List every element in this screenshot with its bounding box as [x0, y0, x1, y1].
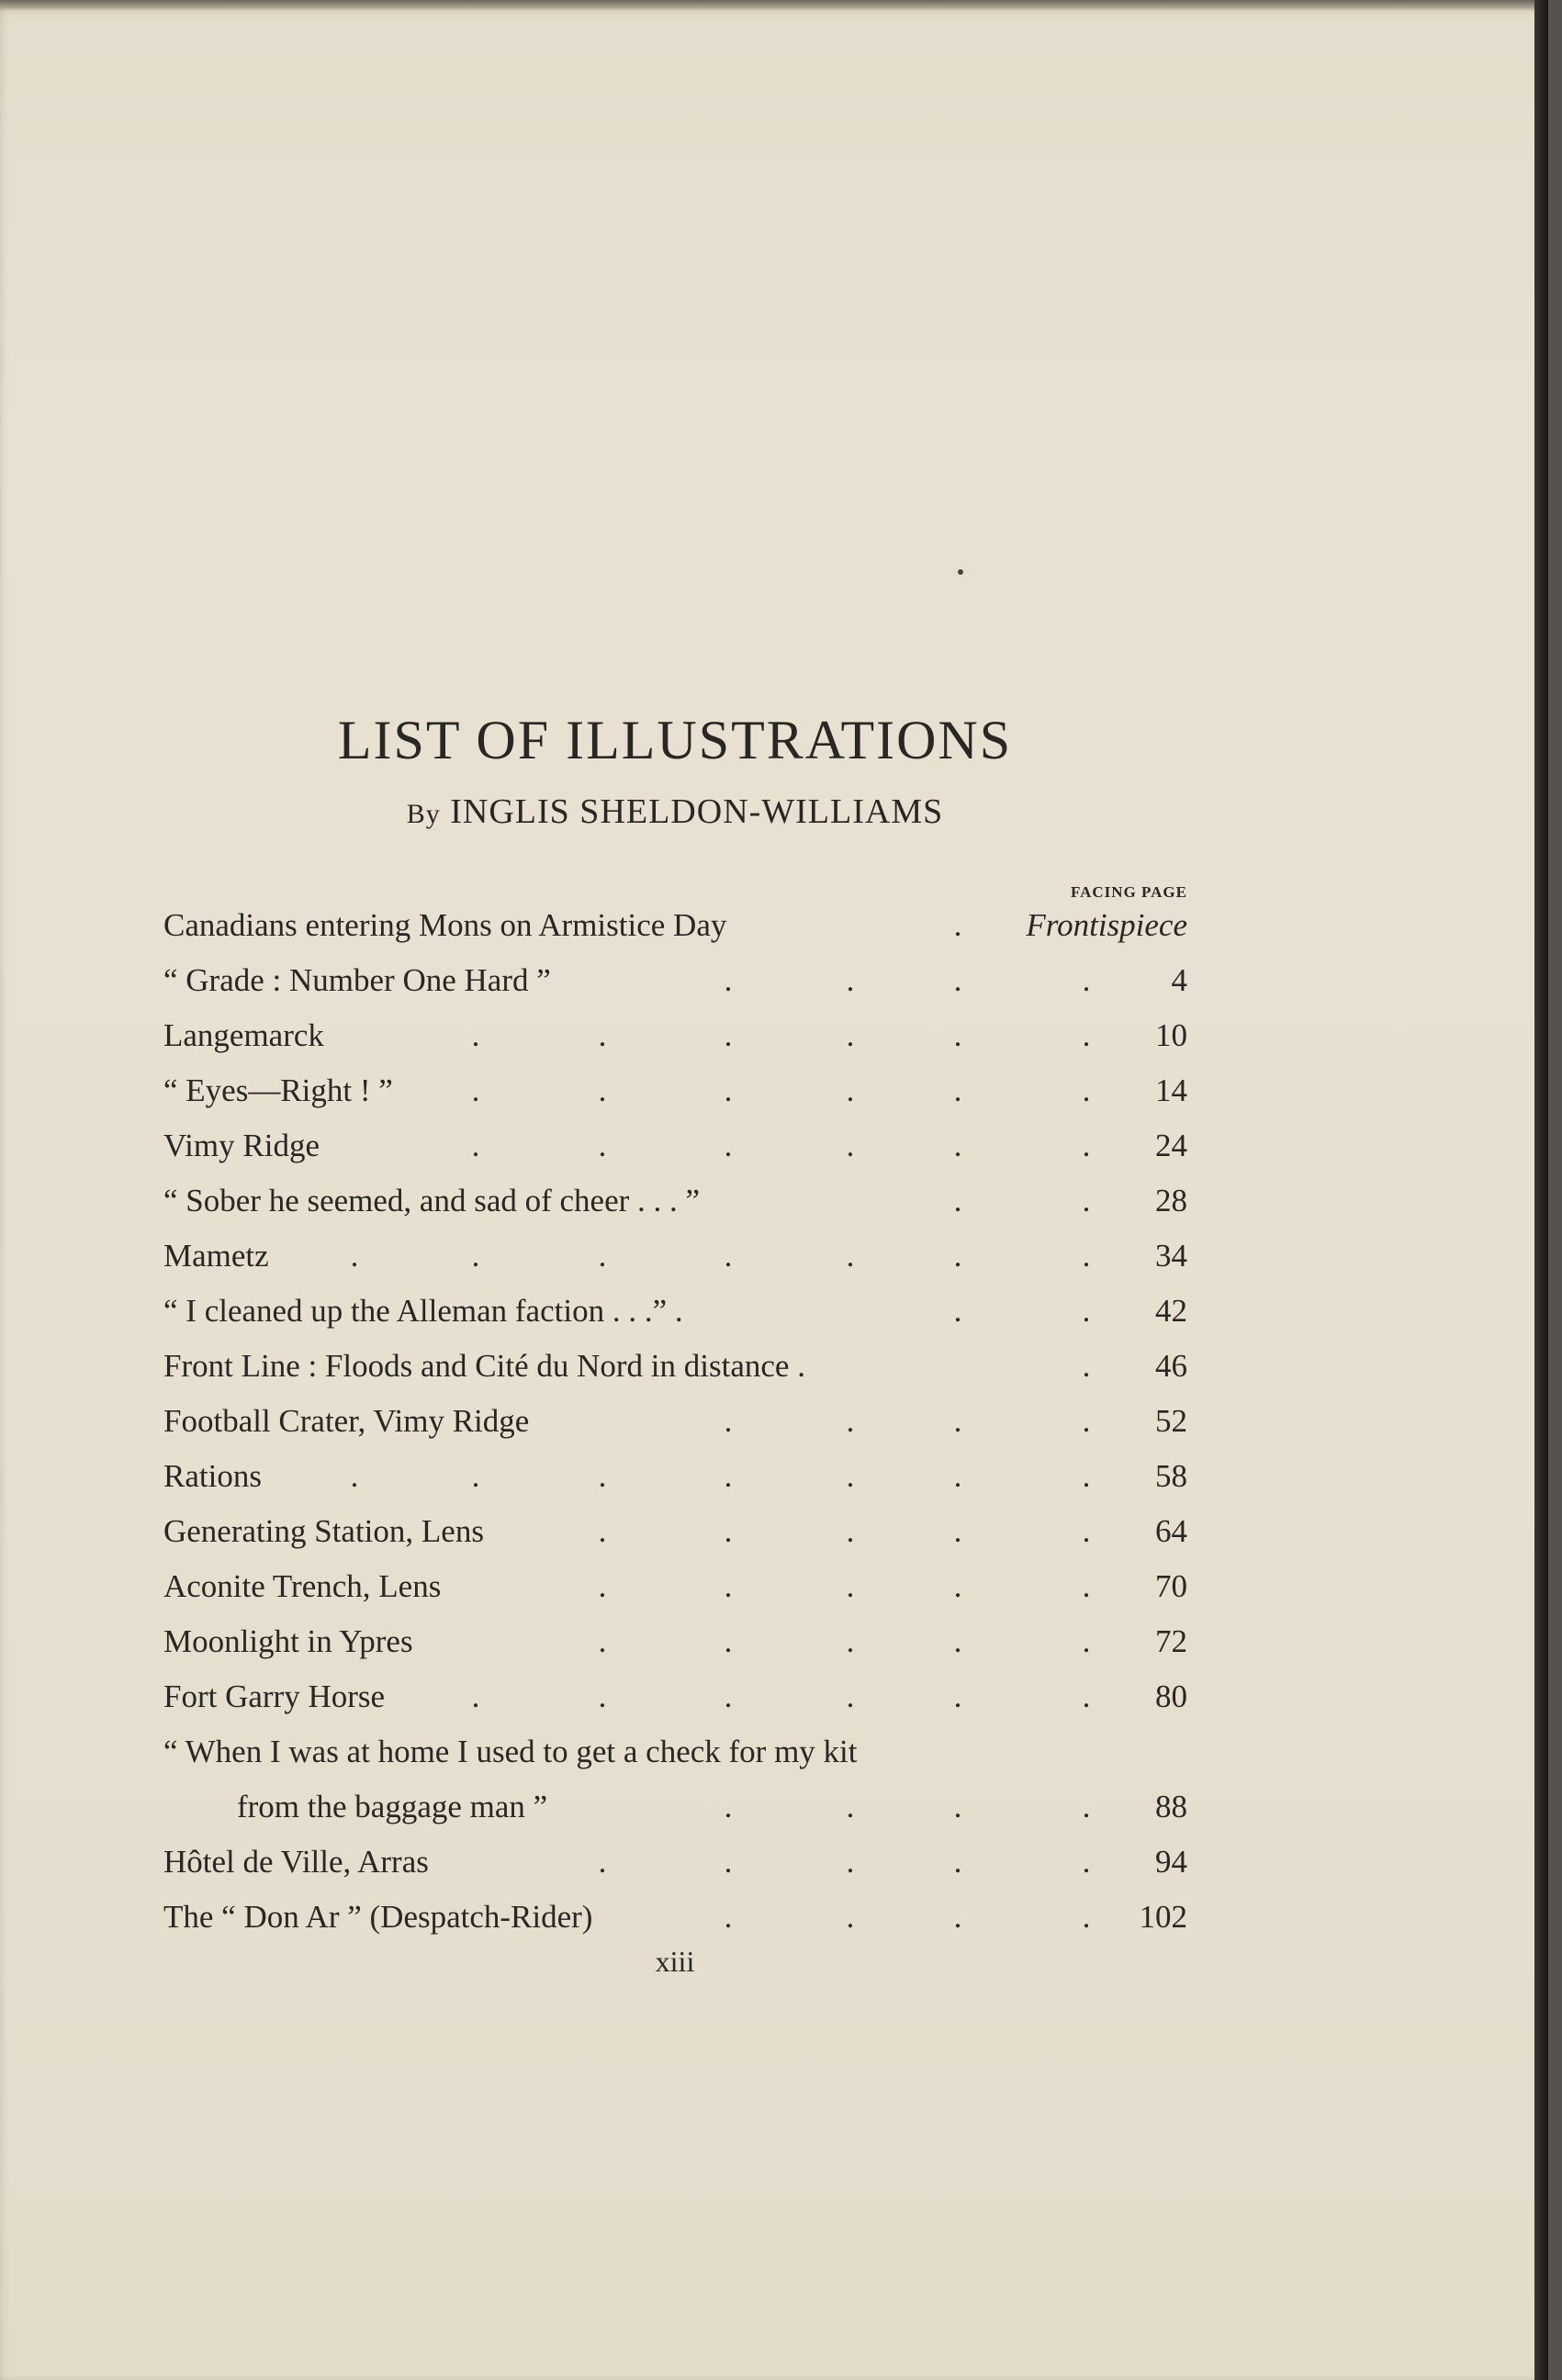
leader-dot: . [953, 1128, 962, 1163]
page-number: 64 [1155, 1513, 1187, 1549]
leader-dot: . [1082, 962, 1091, 998]
leader-dot: . [953, 1844, 962, 1880]
leader-dot: . [953, 1403, 962, 1439]
page-number: 34 [1155, 1238, 1187, 1274]
leader-dot: . [724, 1238, 733, 1274]
leader-dot: . [846, 1789, 855, 1824]
leader-dot: . [953, 1238, 962, 1274]
leader-dot: . [846, 962, 855, 998]
leader-dot: . [1082, 1513, 1091, 1549]
page-right-edge [1534, 0, 1548, 2380]
page-number: 102 [1139, 1899, 1187, 1935]
page-number: 46 [1155, 1348, 1187, 1384]
leader-dot: . [598, 1844, 607, 1880]
list-item [163, 1284, 1187, 1339]
leader-dot: . [1082, 1293, 1091, 1329]
illustration-title: Rations [163, 1458, 262, 1494]
illustration-title: “ Eyes—Right ! ” [163, 1072, 393, 1108]
leader-dot: . [724, 1513, 733, 1549]
leader-dot: . [724, 1844, 733, 1880]
leader-dot: . [846, 1238, 855, 1274]
leader-dot: . [598, 1623, 607, 1659]
leader-dot: . [1082, 1844, 1091, 1880]
page-number: Frontispiece [1026, 907, 1187, 943]
leader-dot: . [724, 1017, 733, 1053]
page-number: 4 [1171, 962, 1187, 998]
page-number: 42 [1155, 1293, 1187, 1329]
leader-dot: . [724, 1072, 733, 1108]
page-number: 28 [1155, 1183, 1187, 1218]
leader-dot: . [724, 1458, 733, 1494]
list-item [163, 953, 1187, 1008]
leader-dot: . [953, 1789, 962, 1824]
leader-dot: . [471, 1458, 480, 1494]
list-item [163, 1449, 1187, 1504]
page-number: 14 [1155, 1072, 1187, 1108]
illustration-title: “ I cleaned up the Alleman faction . . .” . [163, 1293, 683, 1329]
leader-dot: . [846, 1128, 855, 1163]
leader-dot: . [598, 1017, 607, 1053]
leader-dot: . [953, 1623, 962, 1659]
illustration-title: Moonlight in Ypres [163, 1623, 413, 1659]
leader-dot: . [953, 1513, 962, 1549]
leader-dot: . [1082, 1568, 1091, 1604]
leader-dot: . [471, 1017, 480, 1053]
leader-dot: . [846, 1458, 855, 1494]
illustration-title: Hôtel de Ville, Arras [163, 1844, 429, 1880]
leader-dot: . [846, 1017, 855, 1053]
list-item [163, 1614, 1187, 1669]
leader-dot: . [846, 1678, 855, 1714]
illustration-title: Langemarck [163, 1017, 324, 1053]
list-item [163, 1559, 1187, 1614]
page-number: 94 [1155, 1844, 1187, 1880]
leader-dot: . [1082, 1403, 1091, 1439]
leader-dot: . [1082, 1678, 1091, 1714]
leader-dot: . [846, 1403, 855, 1439]
leader-dot: . [598, 1678, 607, 1714]
page-number: 52 [1155, 1403, 1187, 1439]
illustration-title: Aconite Trench, Lens [163, 1568, 442, 1604]
illustration-title: Front Line : Floods and Cité du Nord in distance . [163, 1348, 805, 1384]
list-item [163, 898, 1187, 953]
leader-dot: . [1082, 1623, 1091, 1659]
leader-dot: . [846, 1568, 855, 1604]
illustration-title: Canadians entering Mons on Armistice Day [163, 907, 727, 943]
list-item [163, 1173, 1187, 1229]
illustration-title: “ Grade : Number One Hard ” [163, 962, 551, 998]
leader-dot: . [724, 1623, 733, 1659]
leader-dot: . [724, 1568, 733, 1604]
leader-dot: . [846, 1623, 855, 1659]
leader-dot: . [1082, 1017, 1091, 1053]
leader-dot: . [724, 962, 733, 998]
leader-dot: . [1082, 1128, 1091, 1163]
list-item [163, 1779, 1187, 1835]
leader-dot: . [471, 1072, 480, 1108]
leader-dot: . [953, 907, 962, 943]
page-number: 24 [1155, 1128, 1187, 1163]
list-item [163, 1008, 1187, 1063]
facing-page-header: FACING PAGE [1070, 883, 1187, 901]
leader-dot: . [598, 1568, 607, 1604]
illustration-title: Generating Station, Lens [163, 1513, 484, 1549]
leader-dot: . [724, 1128, 733, 1163]
leader-dot: . [350, 1238, 359, 1274]
artist-credit [0, 791, 1350, 832]
leader-dot: . [846, 1844, 855, 1880]
page-number: 70 [1155, 1568, 1187, 1604]
illustration-title: Fort Garry Horse [163, 1678, 386, 1714]
list-item [163, 1394, 1187, 1449]
page-number: 58 [1155, 1458, 1187, 1494]
leader-dot: . [471, 1238, 480, 1274]
illustration-title: “ Sober he seemed, and sad of cheer . . . ” [163, 1183, 701, 1218]
leader-dot: . [846, 1072, 855, 1108]
leader-dot: . [1082, 1072, 1091, 1108]
leader-dot: . [953, 1293, 962, 1329]
page-folio: xiii [655, 1945, 695, 1978]
illustrations-list [163, 898, 1187, 1945]
leader-dot: . [598, 1128, 607, 1163]
page-top-edge [0, 0, 1548, 11]
leader-dot: . [1082, 1183, 1091, 1218]
list-item [163, 1339, 1187, 1394]
page-title: LIST OF ILLUSTRATIONS [337, 710, 1013, 770]
list-item [163, 1835, 1187, 1890]
paper-speck [958, 569, 963, 575]
list-item [163, 1118, 1187, 1173]
leader-dot: . [724, 1899, 733, 1935]
illustration-title: Vimy Ridge [163, 1128, 320, 1163]
illustration-title: Mametz [163, 1238, 269, 1274]
leader-dot: . [846, 1899, 855, 1935]
by-label: By [406, 799, 441, 829]
leader-dot: . [471, 1128, 480, 1163]
leader-dot: . [846, 1513, 855, 1549]
leader-dot: . [598, 1238, 607, 1274]
leader-dot: . [350, 1458, 359, 1494]
list-item [163, 1724, 1187, 1779]
leader-dot: . [953, 1899, 962, 1935]
list-item [163, 1229, 1187, 1284]
list-item [163, 1504, 1187, 1559]
leader-dot: . [1082, 1789, 1091, 1824]
leader-dot: . [724, 1789, 733, 1824]
leader-dot: . [1082, 1899, 1091, 1935]
leader-dot: . [1082, 1238, 1091, 1274]
leader-dot: . [1082, 1458, 1091, 1494]
illustration-title: “ When I was at home I used to get a check for my kit [163, 1734, 858, 1769]
page-number: 10 [1155, 1017, 1187, 1053]
page-number: 88 [1155, 1789, 1187, 1824]
leader-dot: . [471, 1678, 480, 1714]
illustration-title: Football Crater, Vimy Ridge [163, 1403, 530, 1439]
leader-dot: . [953, 1183, 962, 1218]
illustration-title-continuation: from the baggage man ” [237, 1789, 548, 1824]
leader-dot: . [724, 1678, 733, 1714]
artist-name: INGLIS SHELDON-WILLIAMS [450, 792, 944, 831]
leader-dot: . [598, 1072, 607, 1108]
list-item [163, 1063, 1187, 1118]
leader-dot: . [953, 1072, 962, 1108]
leader-dot: . [1082, 1348, 1091, 1384]
list-item [163, 1669, 1187, 1724]
leader-dot: . [724, 1403, 733, 1439]
leader-dot: . [598, 1458, 607, 1494]
leader-dot: . [953, 1568, 962, 1604]
leader-dot: . [953, 962, 962, 998]
leader-dot: . [953, 1678, 962, 1714]
leader-dot: . [598, 1513, 607, 1549]
page-number: 72 [1155, 1623, 1187, 1659]
list-item [163, 1890, 1187, 1945]
illustration-title: The “ Don Ar ” (Despatch-Rider) [163, 1899, 593, 1935]
leader-dot: . [953, 1458, 962, 1494]
leader-dot: . [953, 1017, 962, 1053]
page-number: 80 [1155, 1678, 1187, 1714]
